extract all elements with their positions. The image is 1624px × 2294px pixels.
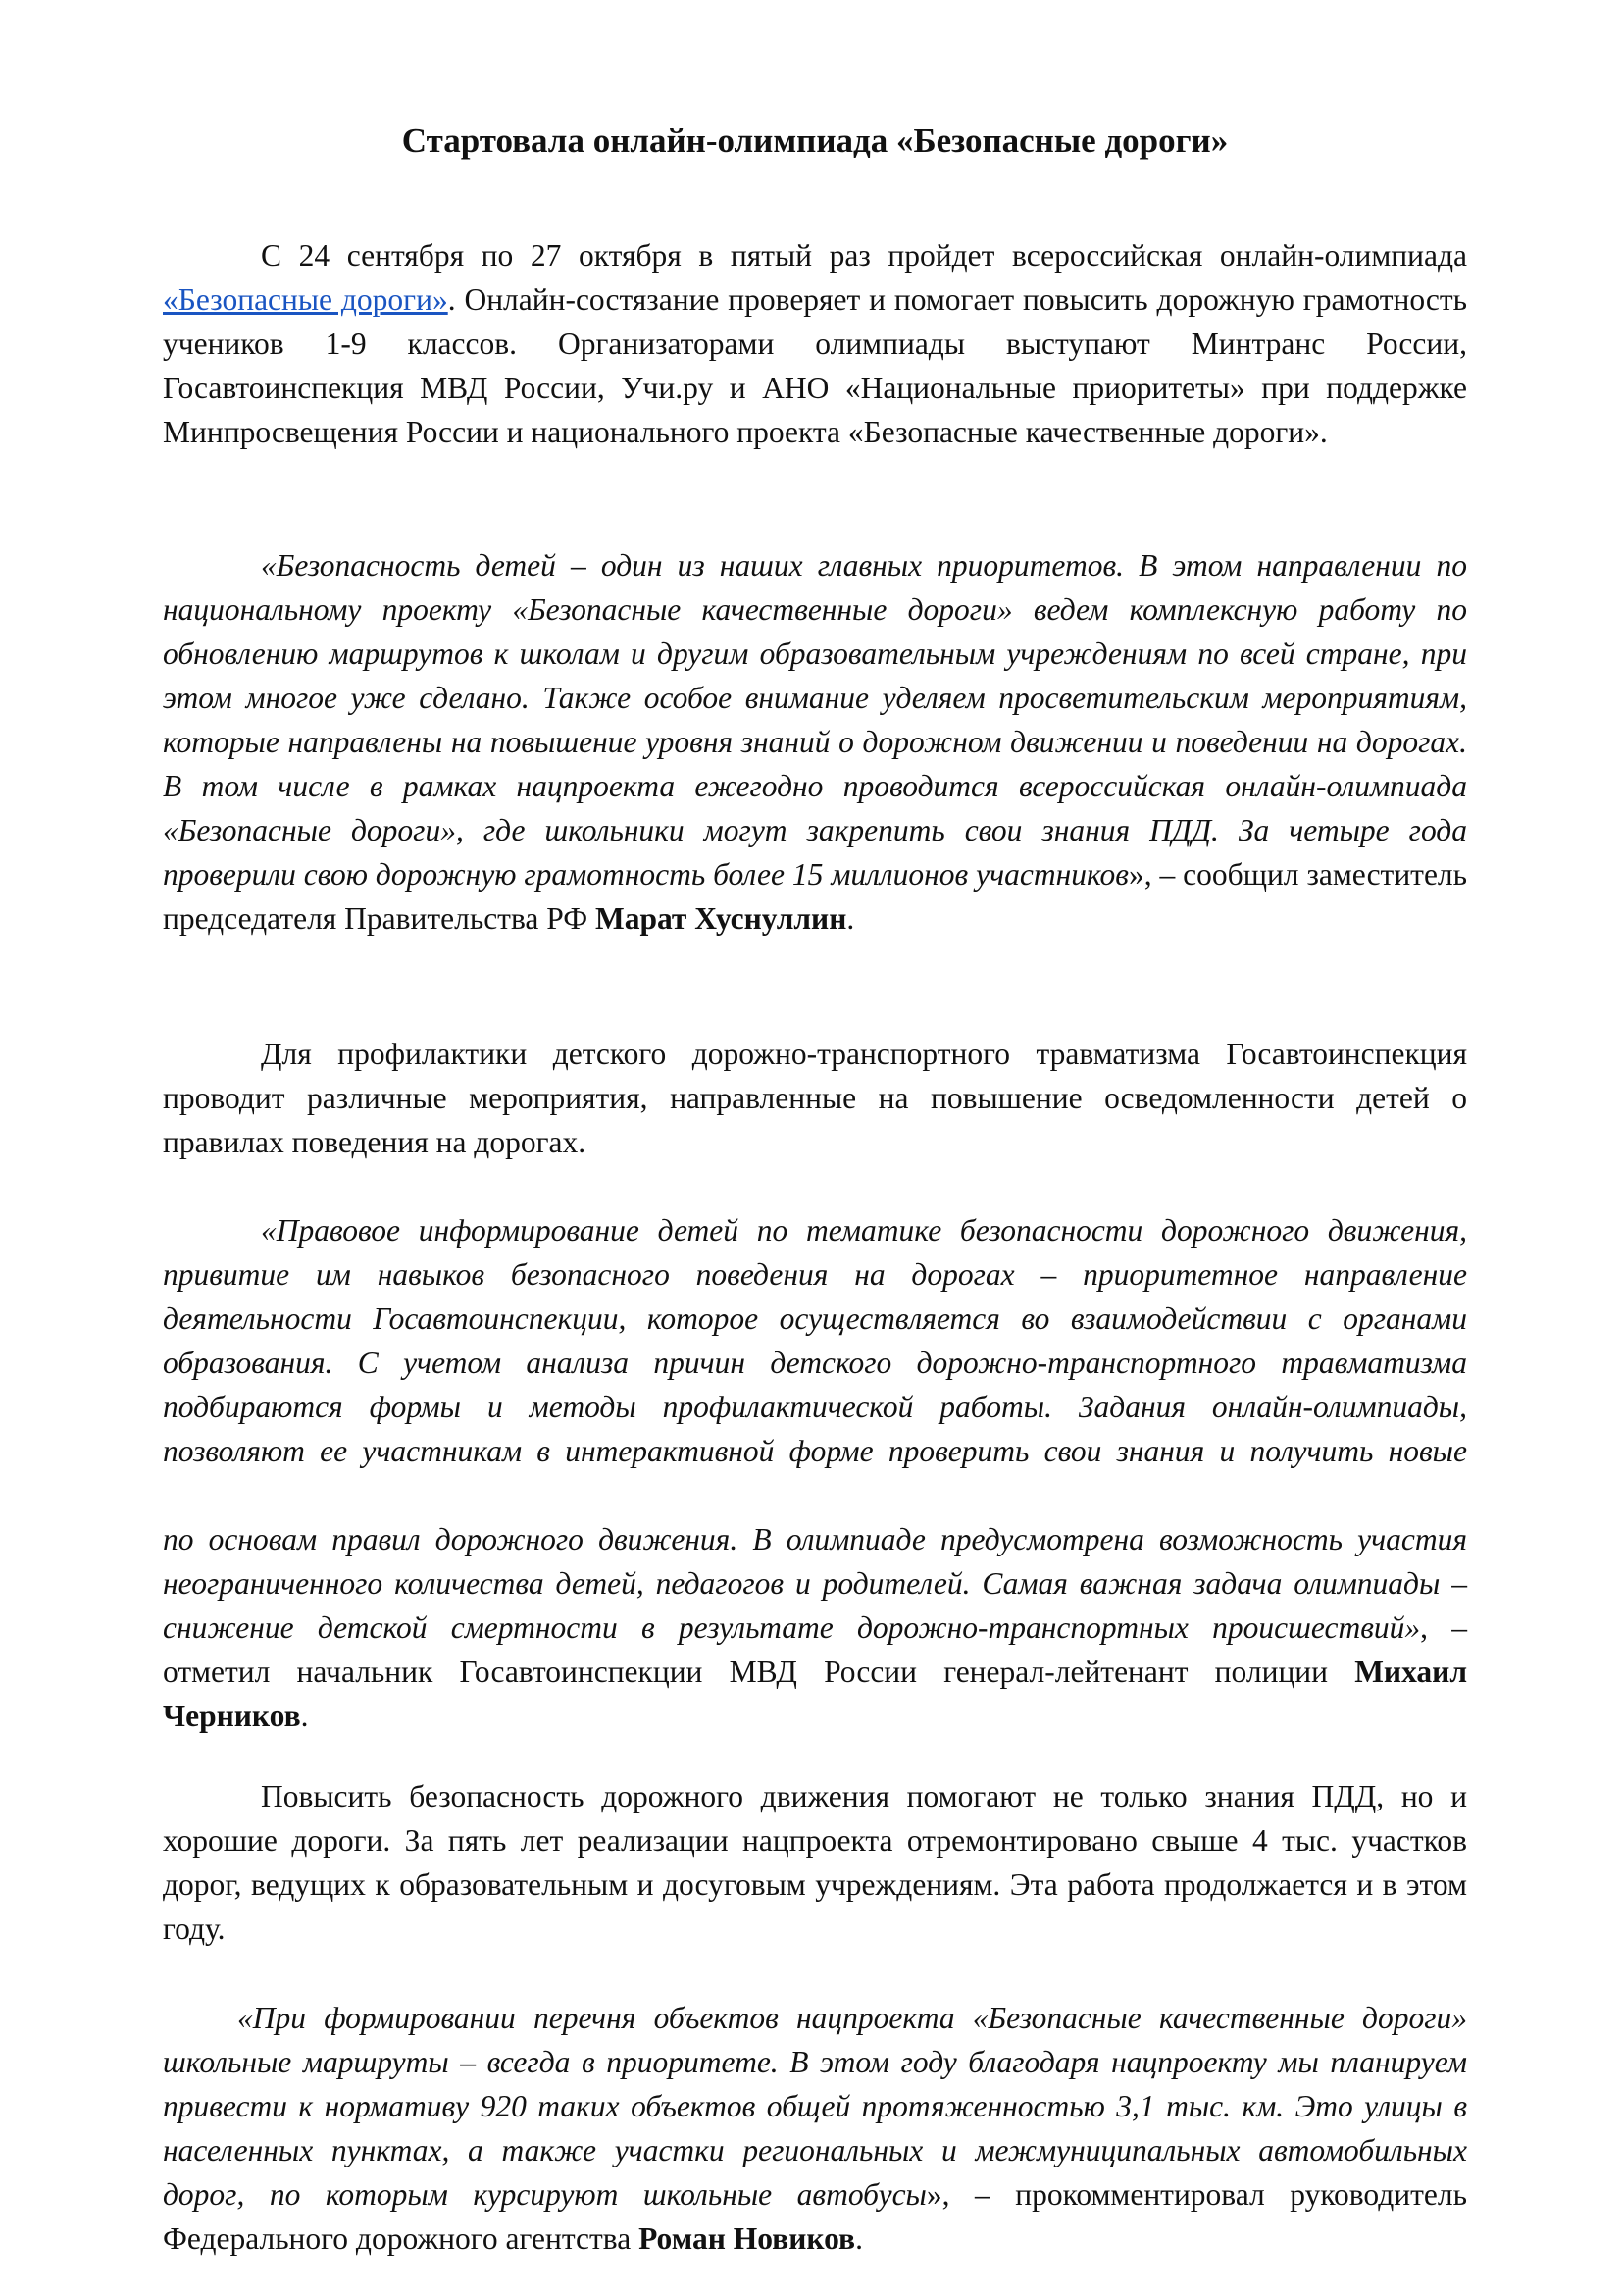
- quote-khusnullin: [163, 543, 1467, 941]
- intro-text-start: С 24 сентября по 27 октября в пятый раз пройдет всероссийская онлайн-олимпиада: [261, 238, 1467, 273]
- speaker-chernikov: Михаил Черников: [163, 1655, 1467, 1733]
- roads-paragraph: Повысить безопасность дорожного движения помогают не только знания ПДД, но и хорошие дороги. За пять лет реализации нацпроекта отремонтировано свыше 4 тыс. участков дорог, ведущих к образовательным и досуговым учреждениям. Эта работа продолжается и в этом году.: [163, 1779, 1467, 1946]
- quote-chernikov-attribution: , – отметил начальник Госавтоинспекции МВД России генерал-лейтенант полиции: [163, 1610, 1467, 1689]
- intro-text-end: . Онлайн-состязание проверяет и помогает повысить дорожную грамотность учеников 1-9 классов. Организаторами олимпиады выступают Минтранс России, Госавтоинспекция МВД России, Учи.ру и АНО «Национальные приоритеты» при поддержке Минпросвещения России и национального проекта «Безопасные качественные дороги».: [163, 282, 1467, 449]
- olympiad-link[interactable]: «Безопасные дороги»: [163, 282, 448, 317]
- quote-chernikov-part2: [163, 1517, 1467, 1738]
- quote-khusnullin-text: «Безопасность детей – один из наших главных приоритетов. В этом направлении по национальному проекту «Безопасные качественные дороги» ведем комплексную работу по обновлению маршрутов к школам и другим образовательным учреждениям по всей стране, при этом многое уже сделано. Также особое внимание уделяем просветительским мероприятиям, которые направлены на повышение уровня знаний о дорожном движении и поведении на дорогах. В том числе в рамках нацпроекта ежегодно проводится всероссийская онлайн-олимпиада «Безопасные дороги», где школьники могут закрепить свои знания ПДД. За четыре года проверили свою дорожную грамотность более 15 миллионов участников: [163, 548, 1467, 892]
- quote-novikov: [163, 1996, 1467, 2261]
- quote-chernikov-text: по основам правил дорожного движения. В олимпиаде предусмотрена возможность участия неограниченного количества детей, педагогов и родителей. Самая важная задача олимпиады – снижение детской смертности в результате дорожно-транспортных происшествий»: [163, 1522, 1467, 1645]
- quote-novikov-end: .: [855, 2221, 863, 2256]
- quote-novikov-text: «При формировании перечня объектов нацпроекта «Безопасные качественные дороги» школьные маршруты – всегда в приоритете. В этом году благодаря нацпроекту мы планируем привести к нормативу 920 таких объектов общей протяженностью 3,1 тыс. км. Это улицы в населенных пунктах, а также участки региональных и межмуниципальных автомобильных дорог, по которым курсируют школьные автобусы: [163, 2001, 1467, 2212]
- quote-khusnullin-attribution: », – сообщил заместитель председателя Правительства РФ: [163, 857, 1468, 936]
- quote-chernikov-end: .: [300, 1699, 309, 1733]
- intro-paragraph: [163, 233, 1467, 454]
- quote-chernikov-part1: «Правовое информирование детей по тематике безопасности дорожного движения, привитие им навыков безопасного поведения на дорогах – приоритетное направление деятельности Госавтоинспекции, которое осуществляется во взаимодействии с органами образования. С учетом анализа причин детского дорожно-транспортного травматизма подбираются формы и методы профилактической работы. Задания онлайн-олимпиады, позволяют ее участникам в интерактивной форме проверить свои знания и получить новые: [163, 1213, 1467, 1468]
- prevention-paragraph: Для профилактики детского дорожно-транспортного травматизма Госавтоинспекция проводит различные мероприятия, направленные на повышение осведомленности детей о правилах поведения на дорогах.: [163, 1037, 1467, 1159]
- speaker-khusnullin: Марат Хуснуллин: [595, 901, 847, 936]
- speaker-novikov: Роман Новиков: [638, 2221, 856, 2256]
- page-title: Стартовала онлайн-олимпиада «Безопасные дороги»: [401, 122, 1229, 160]
- quote-novikov-attribution: », – прокомментировал руководитель Федерального дорожного агентства: [163, 2177, 1467, 2256]
- quote-khusnullin-end: .: [846, 901, 855, 936]
